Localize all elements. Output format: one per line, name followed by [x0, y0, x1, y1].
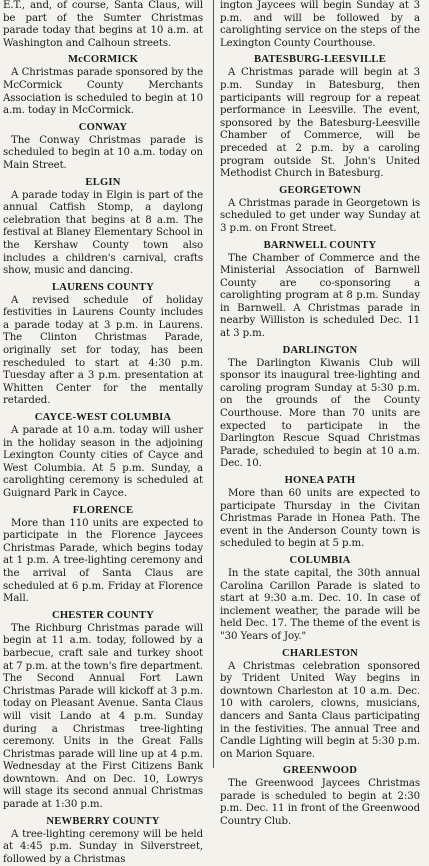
section-heading: GEORGETOWN	[279, 184, 361, 196]
section-body: More than 110 units are expected to participate in the Florence Jaycees Christmas Parade, which begins today at 1 p.m. A tree-lighting ceremony and the arrival of Santa Claus are scheduled at 6 p.m. Friday at Florence Mall.	[3, 517, 203, 605]
section-heading: CHARLESTON	[282, 647, 358, 659]
section-florence	[3, 504, 203, 606]
section-heading: BARNWELL COUNTY	[263, 239, 377, 251]
section-heading: CONWAY	[78, 121, 128, 133]
section-body: A revised schedule of holiday festivities in Laurens County includes a parade today at 3 p.m. in Laurens. The Clinton Christmas Parade, originally set for today, has been rescheduled to start at 4:30 p.m. Tuesday after a 3 p.m. presentation at Whitten Center for the mentally retarded.	[3, 294, 203, 407]
section-heading: FLORENCE	[72, 504, 134, 516]
section-body: A parade at 10 a.m. today will usher in the holiday season in the adjoining Lexington County cities of Cayce and West Columbia. At 5 p.m. Sunday, a carolighting ceremony is scheduled at Guignard Park in Cayce.	[3, 425, 203, 499]
section-heading: DARLINGTON	[282, 344, 358, 356]
section-heading: ELGIN	[85, 176, 121, 188]
column-divider	[213, 0, 214, 768]
section-columbia	[220, 554, 420, 644]
section-body: More than 60 units are expected to participate Thursday in the Civitan Christmas Parade in Honea Path. The event in the Anderson County town is scheduled to begin at 5 p.m.	[220, 488, 420, 550]
section-conway	[3, 121, 203, 173]
section-barnwell-county	[220, 239, 420, 341]
section-cayce-west-columbia	[3, 411, 203, 501]
section-newberry-county	[3, 815, 203, 866]
section-laurens-county	[3, 281, 203, 408]
left-intro-paragraph: E.T., and, of course, Santa Claus, will be part of the Sumter Christmas parade today that begins at 10 a.m. at Washington and Calhoun streets.	[3, 0, 203, 49]
left-column	[3, 0, 203, 865]
section-heading: HONEA PATH	[284, 475, 356, 486]
section-heading: COLUMBIA	[289, 554, 351, 566]
section-body: A Christmas parade sponsored by the McCormick County Merchants Association is scheduled to begin at 10 a.m. today in McCormick.	[3, 67, 203, 117]
section-body: The Greenwood Jaycees Christmas parade is scheduled to begin at 2:30 p.m. Dec. 11 in front of the Greenwood Country Club.	[220, 778, 420, 828]
section-heading: GREENWOOD	[282, 765, 358, 777]
section-mccormick	[3, 53, 203, 117]
section-greenwood	[220, 764, 420, 828]
section-heading: McCORMICK	[67, 54, 139, 66]
section-heading: CHESTER COUNTY	[52, 609, 154, 621]
section-darlington	[220, 344, 420, 471]
section-elgin	[3, 176, 203, 278]
section-heading: LAURENS COUNTY	[52, 281, 154, 293]
section-body: A Christmas parade will begin at 3 p.m. Sunday in Batesburg, then participants will regroup for a repeat performance in Leesville. The event, sponsored by the Batesburg-Leesville Chamber of Commerce, will be preceded at 2 p.m. by a caroling program outside St. John's United Methodist Church in Batesburg.	[220, 67, 420, 180]
section-body: The Conway Christmas parade is scheduled to begin at 10 a.m. today on Main Street.	[3, 134, 203, 171]
section-heading: BATESBURG-LEESVILLE	[254, 54, 386, 66]
section-heading: CAYCE-WEST COLUMBIA	[34, 412, 172, 424]
section-body: In the state capital, the 30th annual Carolina Carillon Parade is slated to start at 9:30 a.m. Dec. 10. In case of inclement weather, the parade will be held Dec. 17. The theme of the event is "30 Years of Joy."	[220, 567, 420, 642]
section-georgetown	[220, 184, 420, 236]
section-body: The Richburg Christmas parade will begin at 11 a.m. today, followed by a barbecue, craft sale and turkey shoot at 7 p.m. at the town's fire department. The Second Annual Fort Lawn Christmas Parade will kickoff at 3 p.m. today on Pleasant Avenue. Santa Claus will visit Lando at 4 p.m. Sunday during a Christmas tree-lighting ceremony. Units in the Great Falls Christmas parade will line up at 4 p.m. Wednesday at the First Citizens Bank downtown. And on Dec. 10, Lowrys will stage its second annual Christmas parade at 1:30 p.m.	[3, 622, 203, 811]
section-body: The Chamber of Commerce and the Ministerial Association of Barnwell County are co-sponsoring a carolighting program at 8 p.m. Sunday in Barnwell. A Christmas parade in nearby Williston is scheduled Dec. 11 at 3 p.m.	[220, 252, 420, 340]
section-honea-path	[220, 474, 420, 551]
section-chester-county	[3, 609, 203, 812]
section-body: The Darlington Kiwanis Club will sponsor its inaugural tree-lighting and caroling program Sunday at 5:30 p.m. on the grounds of the County Courthouse. More than 70 units are expected to participate in the Darlington Rescue Squad Christmas Parade, scheduled to begin at 10 a.m. Dec. 10.	[220, 357, 420, 470]
section-heading: NEWBERRY COUNTY	[46, 815, 160, 827]
section-body: A Christmas celebration sponsored by Trident United Way begins in downtown Charleston at 10 a.m. Dec. 10 with carolers, clowns, musicians, dancers and Santa Claus participating in the festivities. The annual Tree and Candle Lighting will begin at 5:30 p.m. on Marion Square.	[220, 660, 420, 760]
section-body: A parade today in Elgin is part of the annual Catfish Stomp, a daylong celebration that begins at 8 a.m. The festival at Blaney Elementary School in the Kershaw County town also includes a children's carnival, crafts show, music and dancing.	[3, 189, 203, 277]
section-body: A tree-lighting ceremony will be held at 4:45 p.m. Sunday in Silverstreet, followed by a Christmas	[3, 828, 203, 865]
right-column	[220, 0, 420, 828]
section-charleston	[220, 647, 420, 762]
section-batesburg-leesville	[220, 53, 420, 180]
right-intro-paragraph: ington Jaycees will begin Sunday at 3 p.m. and will be followed by a carolighting service on the steps of the Lexington County Courthouse.	[220, 0, 420, 49]
section-body: A Christmas parade in Georgetown is scheduled to get under way Sunday at 3 p.m. on Front Street.	[220, 197, 420, 234]
